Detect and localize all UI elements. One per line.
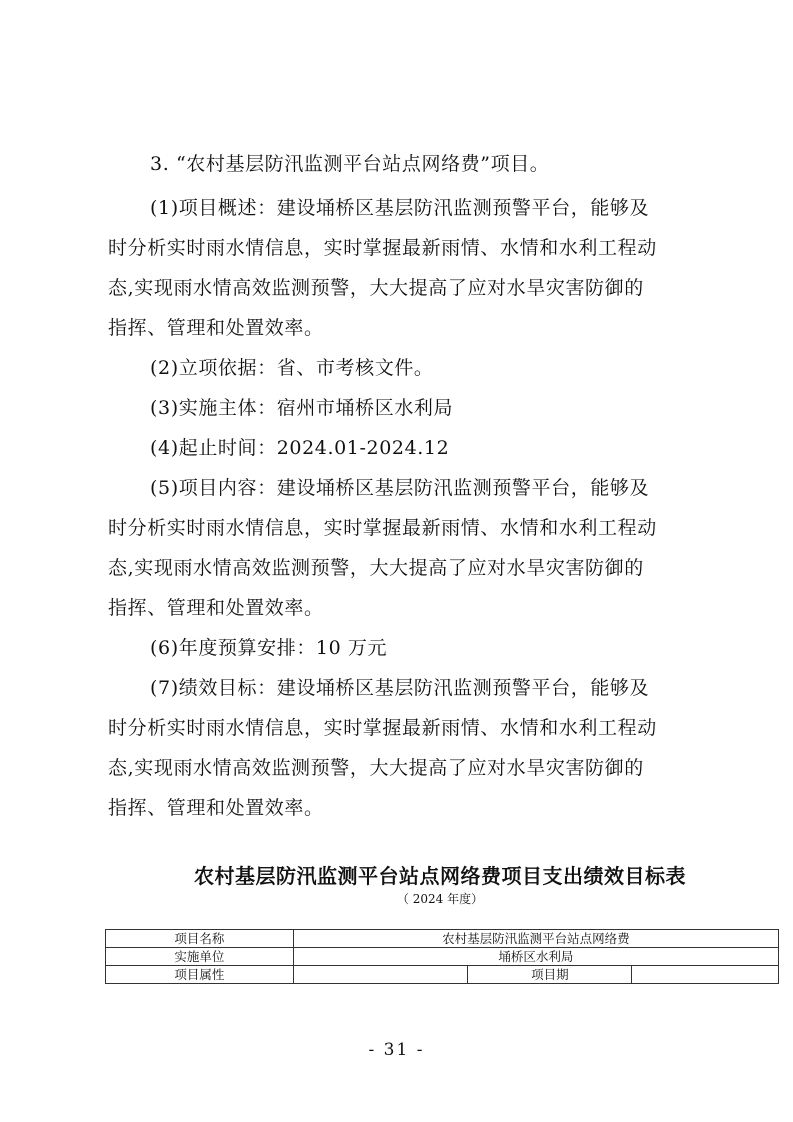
- table-row: [106, 930, 779, 948]
- period-label: 项目期: [468, 966, 632, 984]
- attribute-value: [293, 966, 468, 984]
- item-7-goal-line-3: 态,实现雨水情高效监测预警，大大提高了应对水旱灾害防御的: [108, 757, 644, 779]
- project-info-table: [105, 929, 779, 984]
- table-title: 农村基层防汛监测平台站点网络费项目支出绩效目标表: [194, 864, 686, 888]
- item-1-overview-line-4: 指挥、管理和处置效率。: [108, 317, 324, 339]
- period-value: [632, 966, 779, 984]
- item-1-overview-line-2: 时分析实时雨水情信息，实时掌握最新雨情、水情和水利工程动: [108, 237, 657, 259]
- attribute-label: 项目属性: [106, 966, 294, 984]
- item-5-content-line-3: 态,实现雨水情高效监测预警，大大提高了应对水旱灾害防御的: [108, 557, 644, 579]
- item-3-subject: (3)实施主体：宿州市埇桥区水利局: [150, 397, 454, 419]
- unit-label: 实施单位: [106, 948, 294, 966]
- item-7-goal-line-2: 时分析实时雨水情信息，实时掌握最新雨情、水情和水利工程动: [108, 717, 657, 739]
- page-number: - 31 -: [368, 1040, 425, 1060]
- table-row: [106, 948, 779, 966]
- item-5-content-line-4: 指挥、管理和处置效率。: [108, 597, 324, 619]
- item-4-period: (4)起止时间：2024.01-2024.12: [150, 437, 450, 459]
- item-5-content-line-2: 时分析实时雨水情信息，实时掌握最新雨情、水情和水利工程动: [108, 517, 657, 539]
- item-1-overview-line-3: 态,实现雨水情高效监测预警，大大提高了应对水旱灾害防御的: [108, 277, 644, 299]
- item-3-heading: 3. “农村基层防汛监测平台站点网络费”项目。: [150, 153, 550, 175]
- item-2-basis: (2)立项依据：省、市考核文件。: [150, 357, 434, 379]
- item-7-goal-line-1: (7)绩效目标：建设埇桥区基层防汛监测预警平台，能够及: [150, 677, 650, 699]
- item-6-budget: (6)年度预算安排：10 万元: [150, 637, 388, 659]
- unit-value: 埇桥区水利局: [293, 948, 778, 966]
- project-name-label: 项目名称: [106, 930, 294, 948]
- table-row: [106, 966, 779, 984]
- item-5-content-line-1: (5)项目内容：建设埇桥区基层防汛监测预警平台，能够及: [150, 477, 650, 499]
- project-name-value: 农村基层防汛监测平台站点网络费: [293, 930, 778, 948]
- item-7-goal-line-4: 指挥、管理和处置效率。: [108, 797, 324, 819]
- item-1-overview-line-1: (1)项目概述：建设埇桥区基层防汛监测预警平台，能够及: [150, 197, 650, 219]
- table-year: （ 2024 年度）: [396, 892, 484, 906]
